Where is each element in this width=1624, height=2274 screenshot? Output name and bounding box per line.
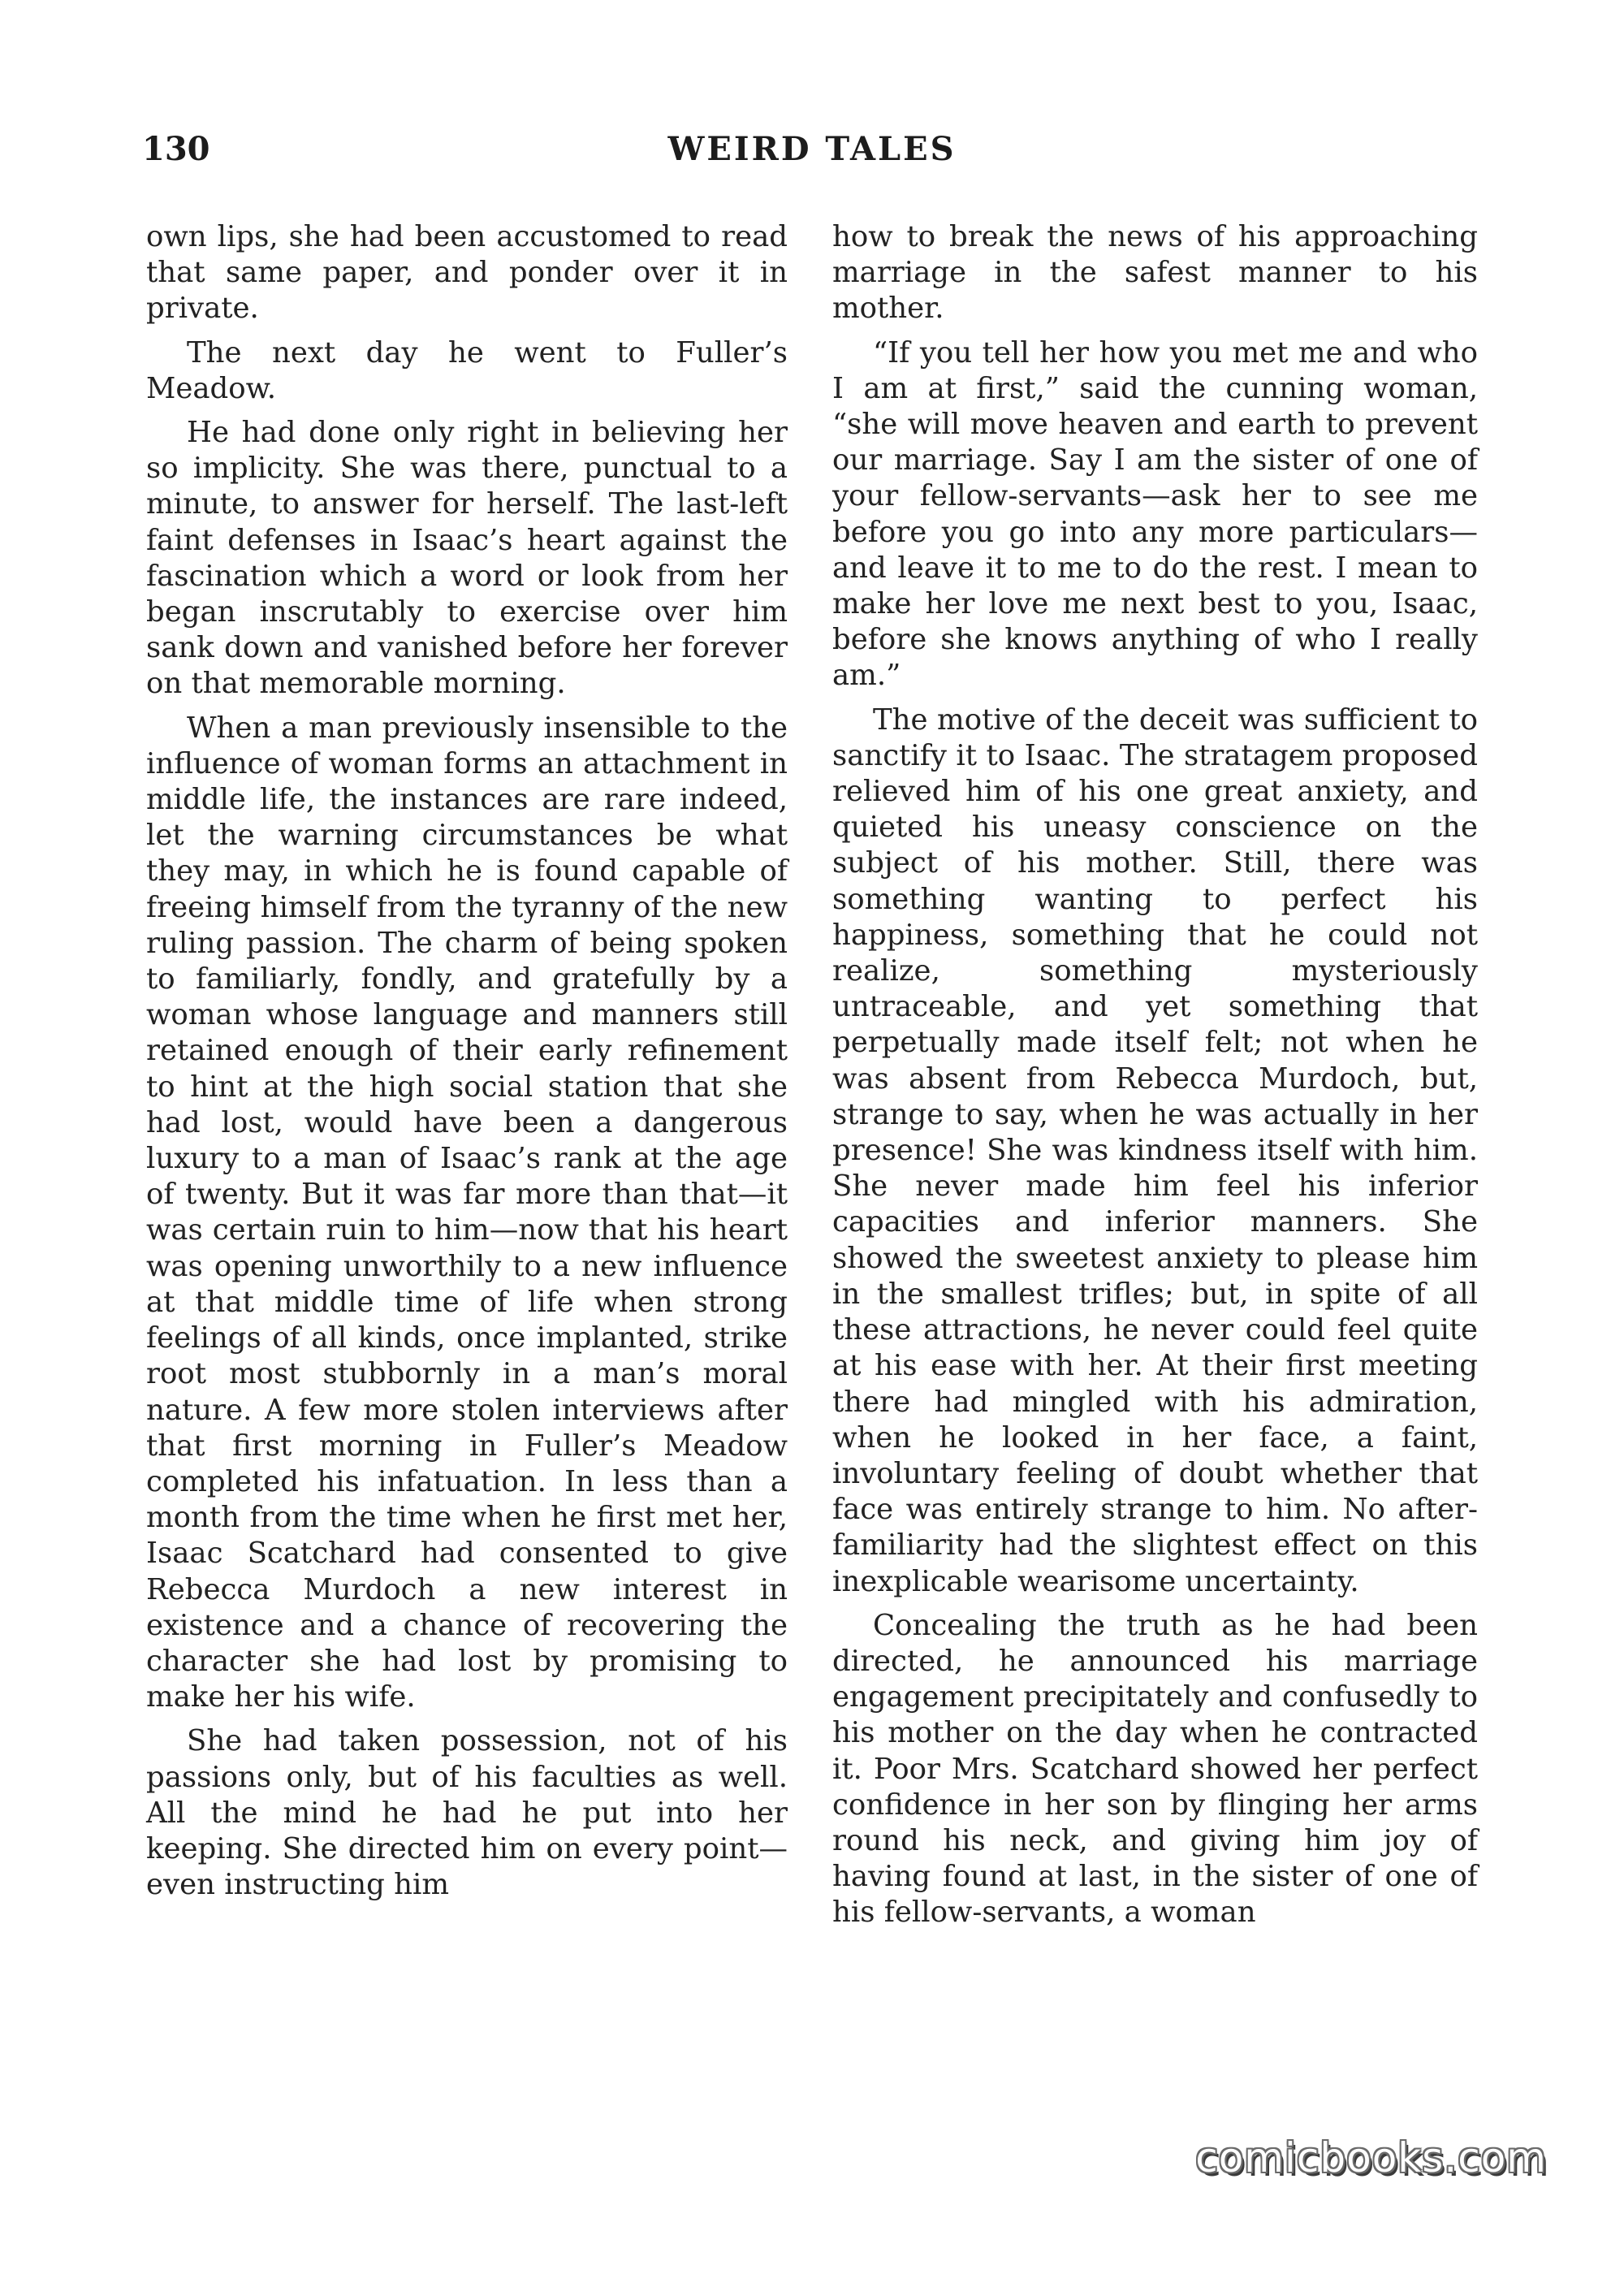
paragraph: She had taken possession, not of his passions only, but of his faculties as well. All the mind he had he put into her keeping. She directed him on every point—even instructing him [146, 1724, 788, 1902]
paragraph: “If you tell her how you met me and who I am at first,” said the cunning woman, “she will move heaven and earth to prevent our marriage. Say I am the sister of one of your fellow-servants—ask her to see me before you go into any more particulars—and leave it to me to do the rest. I mean to make her love me next best to you, Isaac, before she knows anything of who I really am.” [832, 335, 1478, 693]
right-text-column [832, 219, 1478, 1939]
watermark-logo: comicbooks.com [1195, 2134, 1547, 2181]
paragraph: how to break the news of his approaching marriage in the safest manner to his mother. [832, 220, 1478, 326]
paragraph: He had done only right in believing her so implicity. She was there, punctual to a minute, to answer for herself. The last-left faint defenses in Isaac’s heart against the fascination which a word or look from her began inscrutably to exercise over him sank down and vanished before her forever on that memorable morning. [146, 416, 788, 701]
paragraph: The motive of the deceit was sufficient to sanctify it to Isaac. The stratagem proposed relieved him of his one great anxiety, and quieted his uneasy conscience on the subject of his mother. Still, there was something wanting to perfect his happiness, something that he could not realize, something mysteriously untraceable, and yet something that perpetually made itself felt; not when he was absent from Rebecca Murdoch, but, strange to say, when he was actually in her presence! She was kindness itself with him. She never made him feel his inferior capacities and inferior manners. She showed the sweetest anxiety to please him in the smallest trifles; but, in spite of all these attractions, he never could feel quite at his ease with her. At their first meeting there had mingled with his admiration, when he looked in her face, a faint, involuntary feeling of doubt whether that face was entirely strange to him. No after-familiarity had the slightest effect on this inexplicable wearisome uncertainty. [832, 703, 1478, 1598]
paragraph: own lips, she had been accustomed to read that same paper, and ponder over it in private. [146, 220, 788, 326]
paragraph: When a man previously insensible to the influence of woman forms an attachment in middle life, the instances are rare indeed, let the warning circumstances be what they may, in which he is found capable of freeing himself from the tyranny of the new ruling passion. The charm of being spoken to familiarly, fondly, and gratefully by a woman whose language and manners still retained enough of their early refinement to hint at the high social station that she had lost, would have been a dangerous luxury to a man of Isaac’s rank at the age of twenty. But it was far more than that—it was certain ruin to him—now that his heart was opening unworthily to a new influence at that middle time of life when strong feelings of all kinds, once implanted, strike root most stubbornly in a man’s moral nature. A few more stolen interviews after that first morning in Fuller’s Meadow completed his infatuation. In less than a month from the time when he first met her, Isaac Scatchard had consented to give Rebecca Murdoch a new interest in existence and a chance of recovering the character she had lost by promising to make her his wife. [146, 711, 788, 1714]
page-number: 130 [142, 130, 210, 168]
paragraph: The next day he went to Fuller’s Meadow. [146, 335, 788, 405]
running-title: WEIRD TALES [667, 130, 957, 168]
left-text-column [146, 219, 788, 1911]
paragraph: Concealing the truth as he had been directed, he announced his marriage engagement precipitately and confusedly to his mother on the day when he contracted it. Poor Mrs. Scatchard showed her perfect confidence in her son by flinging her arms round his neck, and giving him joy of having found at last, in the sister of one of his fellow-servants, a woman [832, 1608, 1478, 1930]
page-header [142, 130, 1482, 179]
